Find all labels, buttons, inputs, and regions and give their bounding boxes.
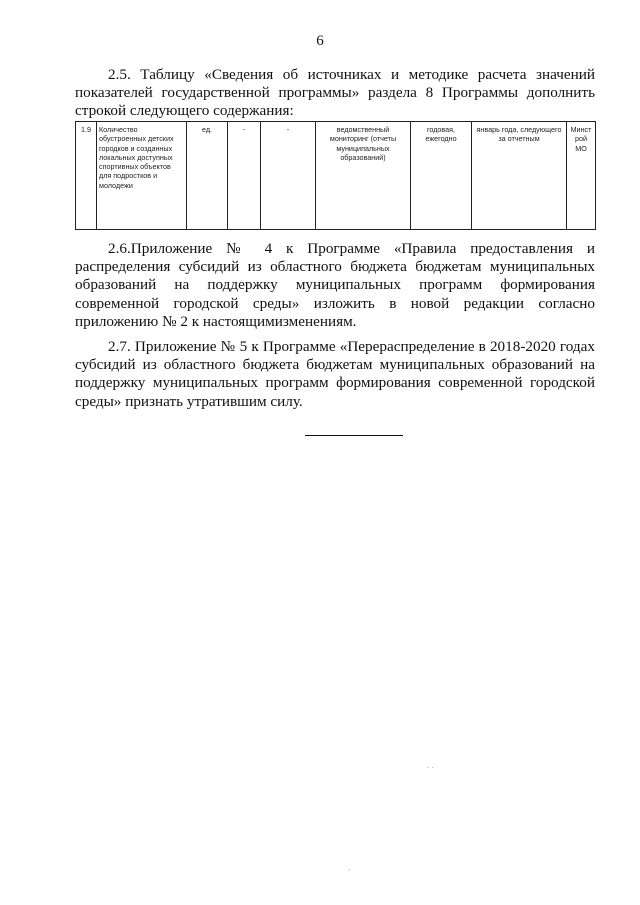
indicator-name-cell: Количество обустроенных детских городков и созданных локальных доступных спортивных объектов для подростков и молодежи [97,122,187,230]
sources-table [75,121,596,230]
unit-cell: ед. [187,122,228,230]
responsible-cell: Минстрой МО [567,122,596,230]
page-number: 6 [316,33,324,49]
scan-mark: · · [427,764,434,772]
dash-cell-1: - [228,122,261,230]
source-cell: ведомственный мониторинг (отчеты муниципальных образований) [316,122,411,230]
dash-cell-2: - [261,122,316,230]
paragraph-2-7: 2.7. Приложение № 5 к Программе «Перераспределение в 2018-2020 годах субсидий из областного бюджета бюджетам муниципальных образований на поддержку муниципальных программ формирования современной городской среды» признать утратившим силу. [75,338,595,410]
term-cell: январь года, следующего за отчетным [472,122,567,230]
paragraph-2-5: 2.5. Таблицу «Сведения об источниках и методике расчета значений показателей государственной программы» раздела 8 Программы дополнить строкой следующего содержания: [75,66,595,120]
paragraph-2-6: 2.6.Приложение № 4 к Программе «Правила предоставления и распределения субсидий из областного бюджета бюджетам муниципальных образований на поддержку муниципальных программ формирования современной городской среды» изложить в новой редакции согласно приложению № 2 к настоящимизменениям. [75,240,595,330]
table-row [76,122,596,230]
periodicity-cell: годовая, ежегодно [411,122,472,230]
scan-mark: · [348,866,351,874]
closing-rule [305,435,403,436]
row-number-cell: 1.9 [76,122,97,230]
